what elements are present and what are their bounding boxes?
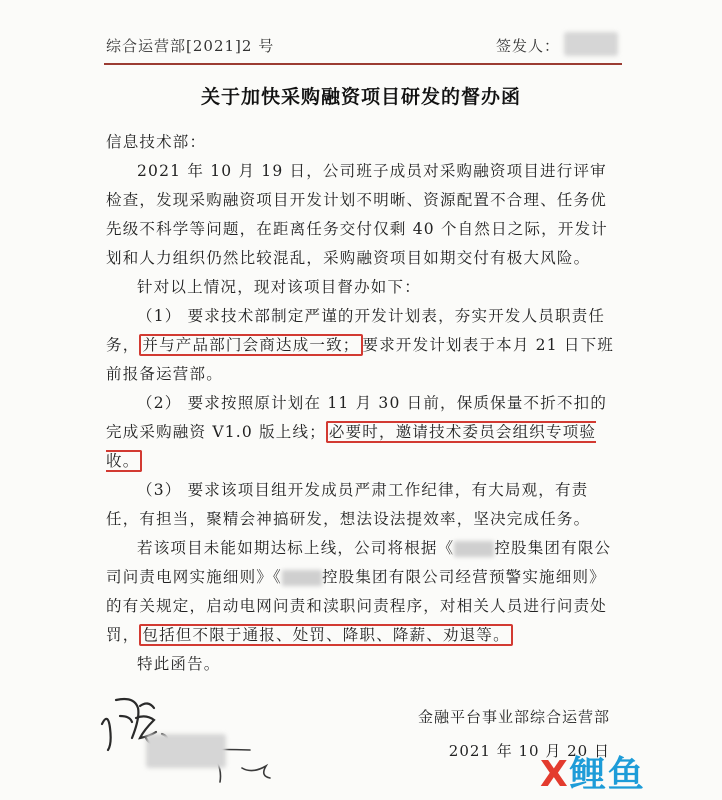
consequence-text-a: 若该项目未能如期达标上线，公司将根据《 <box>137 539 455 557</box>
document-header <box>104 30 624 60</box>
salutation: 信息技术部： <box>106 133 207 151</box>
watermark-logo <box>540 752 720 798</box>
paragraph-consequences <box>106 534 616 650</box>
item-1-tail: 要求开发计划表于本月 21 日下班前报备运营部。 <box>106 336 614 383</box>
logo-text: 鲤鱼 <box>569 754 646 795</box>
document-body <box>106 128 616 679</box>
closing-line: 特此函告。 <box>137 655 221 673</box>
signer-label: 签发人： <box>495 37 560 55</box>
redacted-company-name <box>454 541 494 557</box>
item-1-highlight: 并与产品部门会商达成一致； <box>139 334 362 356</box>
document-title: 关于加快采购融资项目研发的督办函 <box>200 86 521 108</box>
item-2-text: （2） 要求按照原计划在 11 月 30 日前，保质保量不折不扣的完成采购融资 V1.0 版上线； <box>106 394 608 441</box>
redacted-handwriting <box>146 734 226 768</box>
item-3: （3） 要求该项目组开发成员严肃工作纪律，有大局观，有责任，有担当，聚精会神搞研发，想法设法提效率，坚决完成任务。 <box>106 481 591 528</box>
item-1 <box>106 302 616 389</box>
item-2-highlight: 必要时，邀请技术委员会组织专项验收。 <box>106 423 597 470</box>
redacted-company-name <box>282 570 322 586</box>
consequence-text-b: 控股集团有限公司问责电网实施细则》《 <box>106 539 612 586</box>
signature-date: 2021 年 10 月 20 日 <box>448 742 610 760</box>
logo-x-mark: X <box>540 754 570 795</box>
item-1-text: （1） 要求技术部制定严谨的开发计划表，夯实开发人员职责任务， <box>106 307 606 354</box>
consequence-text-c: 控股集团有限公司经营预警实施细则》的有关规定，启动电网问责和渎职问责程序，对相关人员进行问责处罚， <box>106 568 608 644</box>
header-rule <box>104 63 622 65</box>
item-2 <box>106 389 616 476</box>
document-number: 综合运营部[2021]2 号 <box>106 37 275 55</box>
paragraph-findings: 2021 年 10 月 19 日，公司班子成员对采购融资项目进行评审检查，发现采购融资项目开发计划不明晰、资源配置不合理、任务优先级不科学等问题，在距离任务交付仅剩 40 个自然日之际，开发计划和人力组织仍然比较混乱，采购融资项目如期交付有极大风险。 <box>106 162 608 267</box>
redacted-signer-name <box>564 32 618 56</box>
paragraph-intro: 针对以上情况，现对该项目督办如下： <box>137 278 421 296</box>
signature-organization: 金融平台事业部综合运营部 <box>417 708 610 726</box>
consequence-highlight: 包括但不限于通报、处罚、降职、降薪、劝退等。 <box>139 624 512 646</box>
